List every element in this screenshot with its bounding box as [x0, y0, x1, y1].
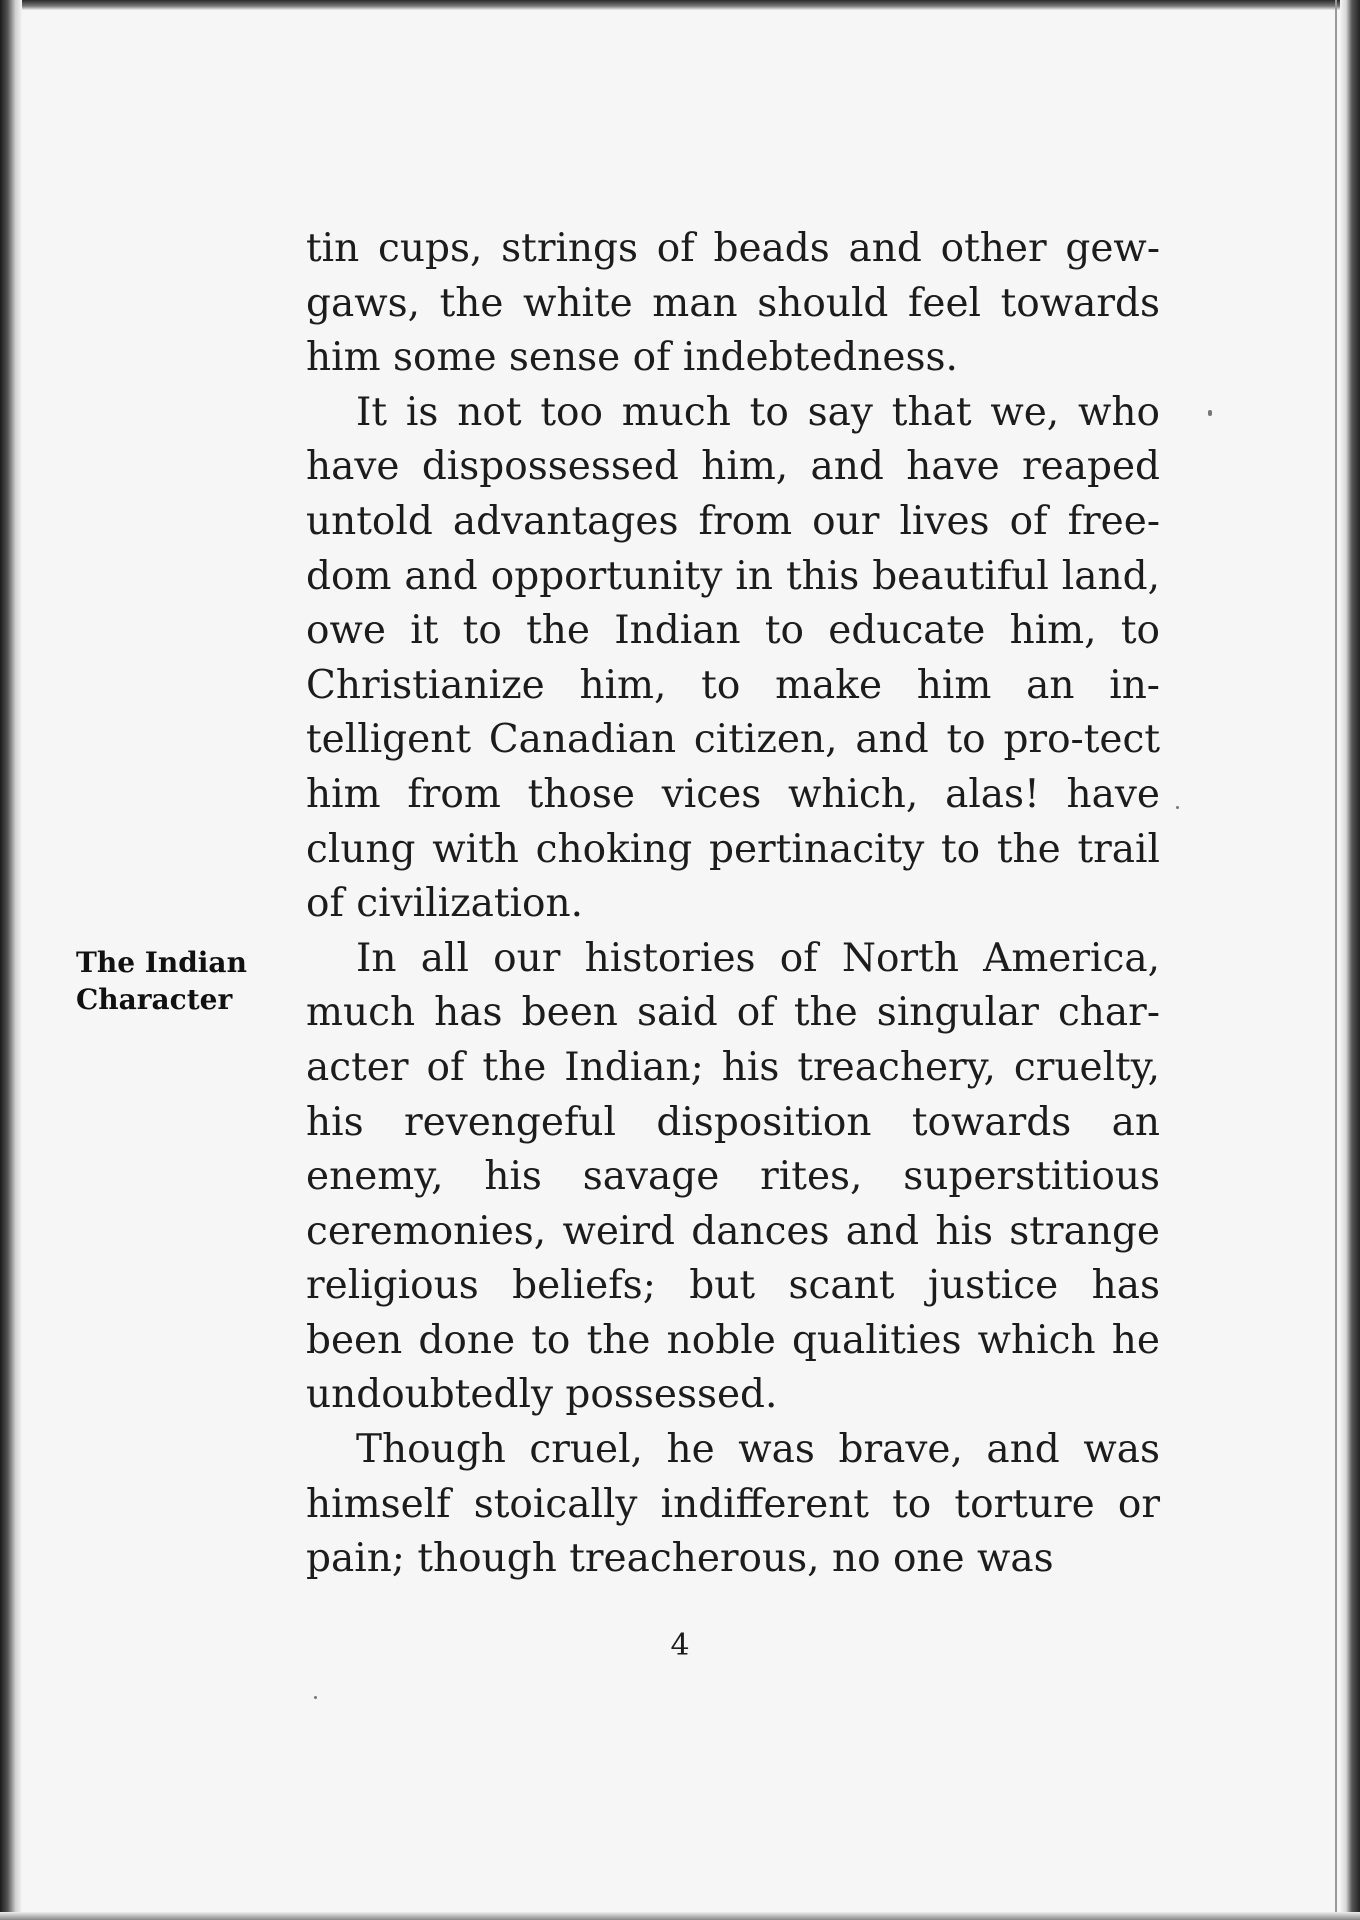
margin-heading	[76, 944, 276, 1018]
paragraph-continued: tin cups, strings of beads and other gew-gaws, the white man should feel towards him some sense of indebtedness.	[306, 226, 1160, 381]
paragraph: Though cruel, he was brave, and was himself stoically indifferent to torture or pain; though treacherous, no one was	[306, 1427, 1160, 1582]
paragraph: It is not too much to say that we, who have dispossessed him, and have reaped untold advantages from our lives of free-dom and opportunity in this beautiful land, owe it to the Indian to educate him, to Christianize him, to make him an in-telligent Canadian citizen, and to pro-tect him from those vices which, alas! have clung with choking pertinacity to the trail of civilization.	[306, 389, 1160, 927]
margin-heading-line-1: The Indian	[76, 946, 247, 979]
scan-edge-top	[0, 0, 1360, 10]
body-text	[306, 222, 1160, 1587]
scan-edge-bottom	[0, 1912, 1360, 1920]
scan-speck	[1176, 806, 1179, 809]
page-number: 4	[670, 1628, 690, 1663]
margin-heading-line-2: Character	[76, 983, 233, 1016]
scan-speck	[314, 1696, 317, 1699]
scan-speck	[1208, 410, 1212, 416]
paragraph: In all our histories of North America, much has been said of the singular char-acter of the Indian; his treachery, cruelty, his revengeful disposition towards an enemy, his savage rites, superstitious ceremonies, weird dances and his strange religious beliefs; but scant justice has been done to the noble qualities which he undoubtedly possessed.	[306, 935, 1160, 1418]
